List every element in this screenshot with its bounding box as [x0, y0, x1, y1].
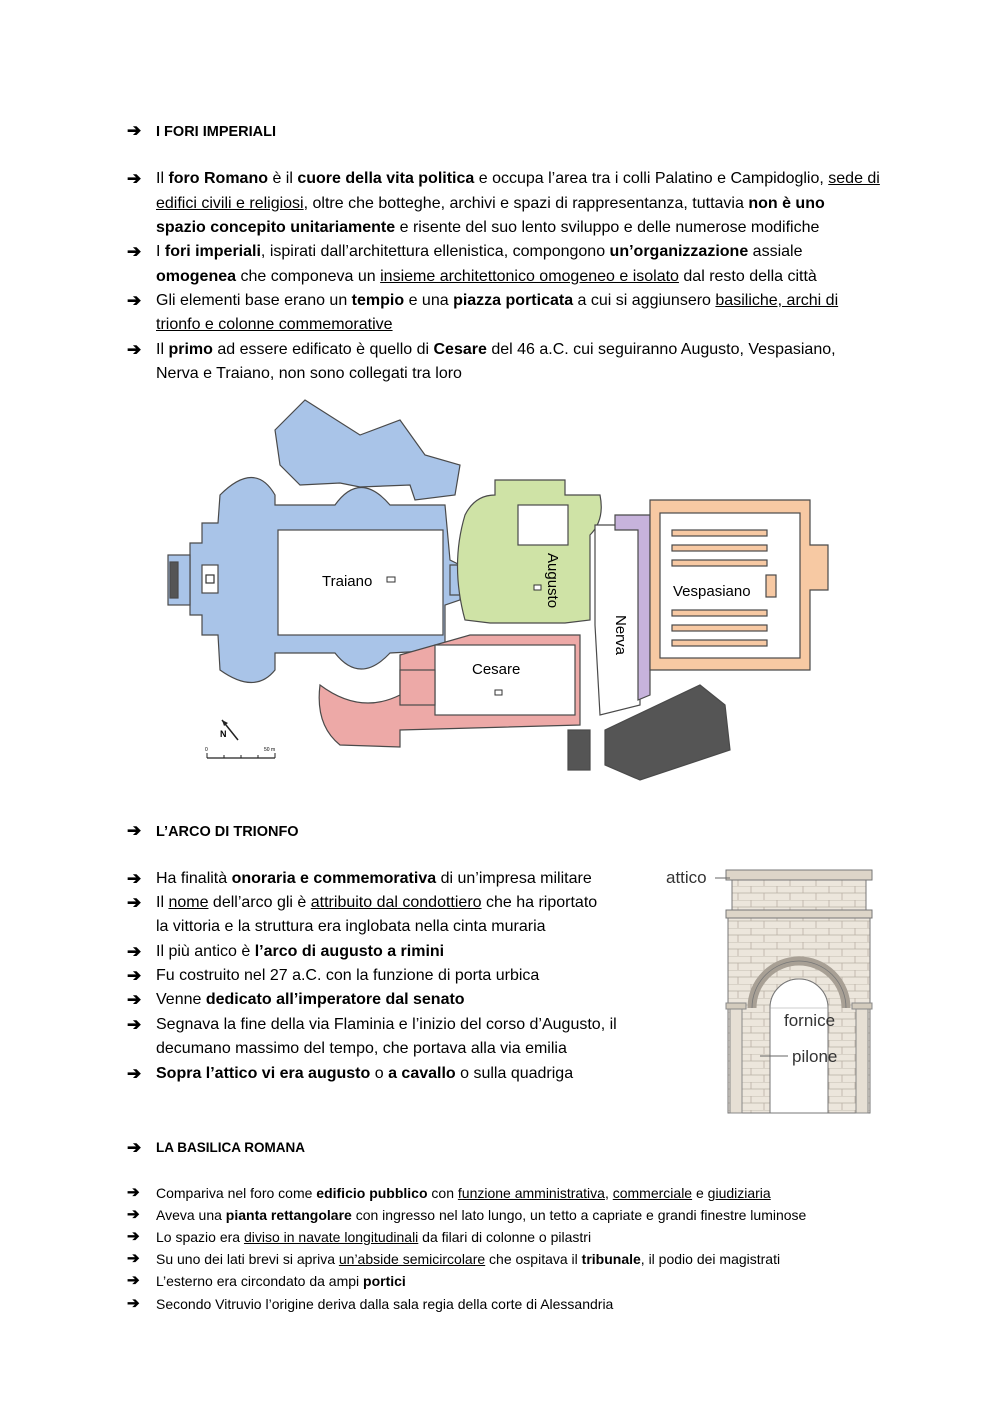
basilica-line3: Lo spazio era diviso in navate longitudinali da filari di colonne o pilastri: [156, 1229, 592, 1245]
paragraph-foro-romano-line2: edifici civili e religiosi, oltre che botteghe, archivi e spazi di rappresentanza, tuttavia non è uno: [156, 195, 825, 212]
arrow-icon: ➔: [127, 1228, 140, 1245]
basilica-line4: Su uno dei lati brevi si apriva un’abside semicircolare che ospitava il tribunale, il podio dei magistrati: [156, 1251, 781, 1267]
attic-cornice: [726, 870, 872, 880]
arrow-icon: ➔: [127, 1015, 142, 1034]
north-label: N: [220, 729, 227, 739]
augusto-forum: [458, 480, 602, 623]
basilica-line2: Aveva una pianta rettangolare con ingresso nel lato lungo, un tetto a capriate e grandi finestre luminose: [156, 1207, 807, 1223]
paragraph-foro-romano-line1: Il foro Romano è il cuore della vita politica e occupa l’area tra i colli Palatino e Campidoglio, sede di: [156, 170, 880, 187]
basilica-line1: Compariva nel foro come edificio pubblico con funzione amministrativa, commerciale e giudiziaria: [156, 1185, 771, 1201]
arco-line6: Venne dedicato all’imperatore dal senato: [156, 991, 465, 1008]
paragraph-primo-line1: Il primo ad essere edificato è quello di Cesare del 46 a.C. cui seguiranno Augusto, Vespasiano,: [156, 341, 836, 358]
label-pilone: pilone: [792, 1047, 838, 1066]
paragraph-fori-imperiali-line2: omogenea che componeva un insieme architettonico omogeneo e isolato dal resto della città: [156, 268, 817, 285]
section-title-arco: L’ARCO DI TRIONFO: [156, 824, 299, 840]
paragraph-foro-romano-line3: spazio concepito unitariamente e risente del suo lento sviluppo e delle numerose modifiche: [156, 219, 820, 236]
arrow-icon: ➔: [127, 1206, 140, 1223]
arrow-icon: ➔: [127, 1184, 140, 1201]
scale-0: 0: [205, 747, 208, 753]
label-cesare: Cesare: [472, 661, 521, 678]
arrow-icon: ➔: [127, 340, 142, 359]
arrow-icon: ➔: [127, 1064, 142, 1083]
paragraph-primo-line2: Nerva e Traiano, non sono collegati tra loro: [156, 365, 462, 382]
arrow-icon: ➔: [127, 291, 142, 310]
arco-line1: Ha finalità onoraria e commemorativa di un’impresa militare: [156, 870, 592, 887]
scale-50: 50 m: [264, 747, 276, 753]
arrow-icon: ➔: [127, 121, 142, 140]
label-fornice: fornice: [784, 1011, 836, 1030]
arrow-icon: ➔: [127, 1250, 140, 1267]
arco-line7: Segnava la fine della via Flaminia e l’inizio del corso d’Augusto, il: [156, 1016, 617, 1033]
arco-line3: la vittoria e la struttura era inglobata nella cinta muraria: [156, 918, 546, 935]
basilica-line5: L’esterno era circondato da ampi portici: [156, 1273, 406, 1289]
arrow-icon: ➔: [127, 966, 142, 985]
arrow-icon: ➔: [127, 893, 142, 912]
label-attico: attico: [666, 868, 707, 887]
column-left: [730, 1008, 742, 1113]
section-title-basilica: LA BASILICA ROMANA: [156, 1140, 305, 1155]
column-right: [856, 1008, 868, 1113]
section-title-fori: I FORI IMPERIALI: [156, 124, 277, 140]
arco-line9: Sopra l’attico vi era augusto o a cavallo o sulla quadriga: [156, 1065, 574, 1082]
fornice-opening: [770, 979, 828, 1113]
arch-diagram: [660, 858, 875, 1120]
paragraph-elementi-line1: Gli elementi base erano un tempio e una piazza porticata a cui si aggiunsero basiliche, archi di: [156, 292, 839, 309]
arrow-icon: ➔: [127, 821, 142, 840]
arco-line2: Il nome dell’arco gli è attribuito dal condottiero che ha riportato: [156, 894, 598, 911]
label-nerva: Nerva: [612, 615, 629, 656]
arrow-icon: ➔: [127, 1138, 142, 1157]
arrow-icon: ➔: [127, 990, 142, 1009]
paragraph-fori-imperiali-line1: I fori imperiali, ispirati dall’architettura ellenistica, compongono un’organizzazione assiale: [156, 243, 803, 260]
arrow-icon: ➔: [127, 1272, 140, 1289]
paragraph-elementi-line2: trionfo e colonne commemorative: [156, 316, 393, 333]
arrow-icon: ➔: [127, 1295, 140, 1312]
attic: [732, 880, 866, 910]
arrow-icon: ➔: [127, 869, 142, 888]
traiano-markets: [275, 400, 460, 500]
arrow-icon: ➔: [127, 169, 142, 188]
label-augusto: Augusto: [544, 553, 561, 609]
basilica-line6: Secondo Vitruvio l’origine deriva dalla sala regia della corte di Alessandria: [156, 1296, 614, 1312]
label-vespasiano: Vespasiano: [673, 583, 751, 600]
label-traiano: Traiano: [322, 573, 373, 590]
arrow-icon: ➔: [127, 242, 142, 261]
dark-building-small: [568, 730, 590, 770]
arco-line4: Il più antico è l’arco di augusto a rimini: [156, 943, 445, 960]
arrow-icon: ➔: [127, 942, 142, 961]
arco-line5: Fu costruito nel 27 a.C. con la funzione di porta urbica: [156, 967, 540, 984]
arco-line8: decumano massimo del tempo, che portava alla via emilia: [156, 1040, 567, 1057]
fori-imperiali-map: [160, 395, 840, 785]
